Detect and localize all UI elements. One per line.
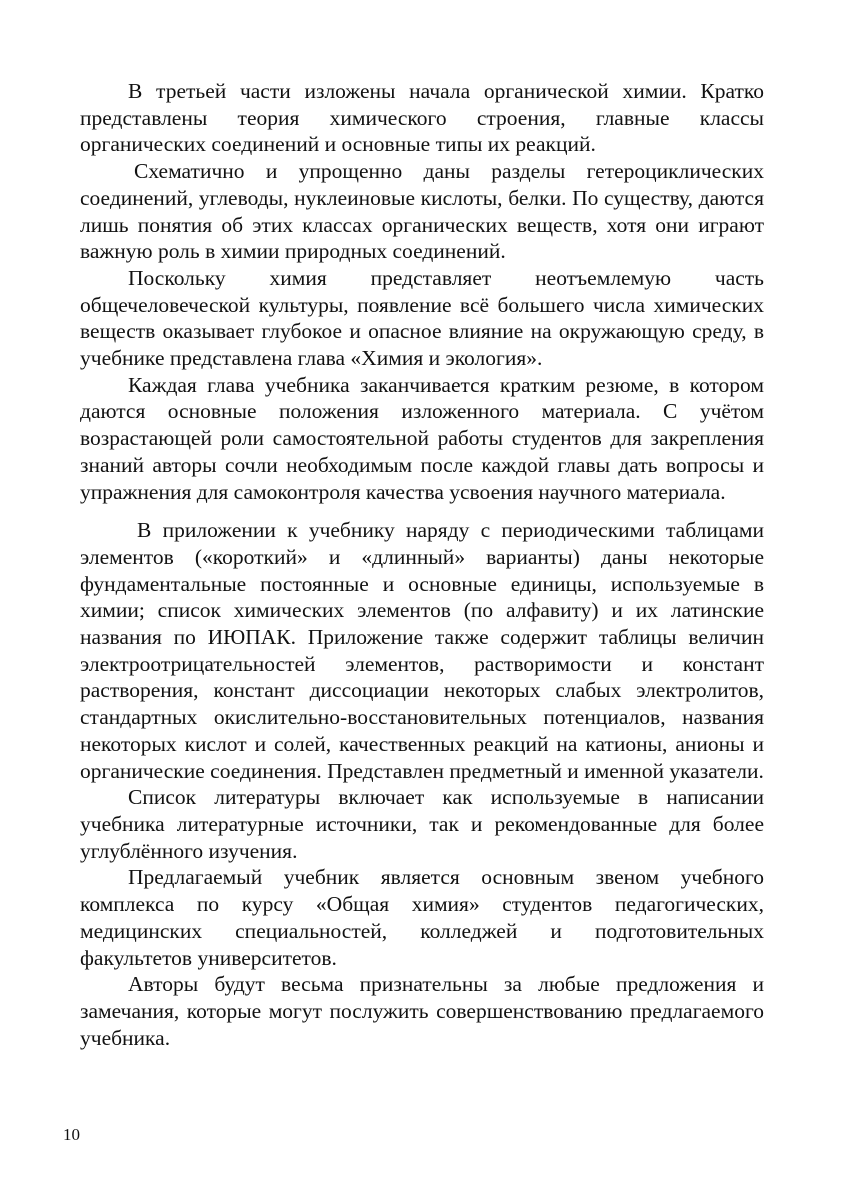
paragraph-chapter-summary: Каждая глава учебника заканчивается кратким резюме, в котором даются основные положения изложенного материала. С учётом возрастающей роли самостоятельной работы студентов для закрепления знаний авторы сочли необходимым после каждой главы дать вопросы и упражнения для самоконтроля качества усвоения научного материала. bbox=[80, 372, 764, 504]
paragraph-organic-chemistry: В третьей части изложены начала органической химии. Кратко представлены теория химического строения, главные классы органических соединений и основные типы их реакций. bbox=[80, 79, 764, 157]
paragraph-ecology: Поскольку химия представляет неотъемлемую часть общечеловеческой культуры, появление всё большего числа химических веществ оказывает глубокое и опасное влияние на окружающую среду, в учебнике представлена глава «Химия и экология». bbox=[80, 265, 764, 371]
body-text bbox=[80, 78, 764, 1051]
paragraph-acknowledgement: Авторы будут весьма признательны за любые предложения и замечания, которые могут послужить совершенствованию предлагаемого учебника. bbox=[80, 972, 764, 1050]
paragraph-textbook-complex: Предлагаемый учебник является основным звеном учебного комплекса по курсу «Общая химия» студентов педагогических, медицинских специальностей, колледжей и подготовительных факультетов университетов. bbox=[80, 865, 764, 970]
paragraph-appendix: В приложении к учебнику наряду с периодическими таблицами элементов («короткий» и «длинный» варианты) даны некоторые фундаментальные постоянные и основные единицы, используемые в химии; список химических элементов (по алфавиту) и их латинские названия по ИЮПАК. Приложение также содержит таблицы величин электроотрицательностей элементов, растворимости и констант растворения, констант диссоциации некоторых слабых электролитов, стандартных окислительно-восстановительных потенциалов, названия некоторых кислот и солей, качественных реакций на катионы, анионы и органические соединения. Представлен предметный и именной указатели. bbox=[80, 518, 764, 783]
paragraph-heterocyclic: Схематично и упрощенно даны разделы гетероциклических соединений, углеводы, нуклеиновые кислоты, белки. По существу, даются лишь понятия об этих классах органических веществ, хотя они играют важную роль в химии природных соединений. bbox=[80, 159, 764, 264]
page-number: 10 bbox=[63, 1125, 80, 1144]
paragraph-literature: Список литературы включает как используемые в написании учебника литературные источники, так и рекомендованные для более углублённого изучения. bbox=[80, 785, 764, 863]
